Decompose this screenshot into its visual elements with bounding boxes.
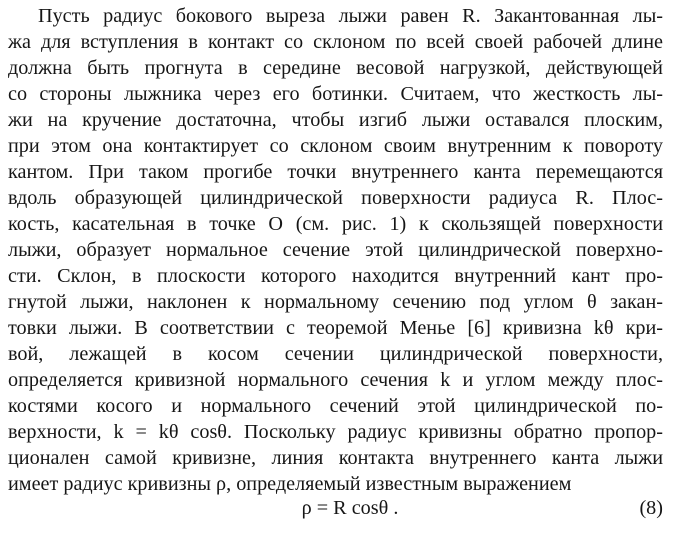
paragraph-line: гнутой лыжи, наклонен к нормальному сечению под углом θ закан- <box>8 291 663 313</box>
paragraph-line: сти. Склон, в плоскости которого находится внутренний кант про- <box>8 265 663 287</box>
paragraph-line: при этом она контактирует со склоном своим внутренним к повороту <box>8 135 663 157</box>
equation-number: (8) <box>639 497 663 519</box>
paragraph-line: ционален самой кривизне, линия контакта внутреннего канта лыжи <box>8 447 663 469</box>
paragraph-line: верхности, k = kθ cosθ. Поскольку радиус кривизны обратно пропор- <box>8 421 663 443</box>
paragraph-line: товки лыжи. В соответствии с теоремой Менье [6] кривизна kθ кри- <box>8 317 663 339</box>
paragraph-line: имеет радиус кривизны ρ, определяемый известным выражением <box>8 473 572 495</box>
paragraph-line: Пусть радиус бокового выреза лыжи равен R. Закантованная лы- <box>38 5 663 27</box>
paragraph-line: жа для вступления в контакт со склоном по всей своей рабочей длине <box>8 31 663 53</box>
equation-formula: ρ = R cosθ . <box>301 497 399 519</box>
paragraph-line: кантом. При таком прогибе точки внутреннего канта перемещаются <box>8 161 663 183</box>
paragraph-line: должна быть прогнута в середине весовой нагрузкой, действующей <box>8 57 663 79</box>
paragraph-line: лыжи, образует нормальное сечение этой цилиндрической поверхно- <box>8 239 663 261</box>
paragraph-line: кость, касательная в точке O (см. рис. 1) к скользящей поверхности <box>8 213 663 235</box>
paragraph-line: вой, лежащей в косом сечении цилиндрической поверхности, <box>8 343 663 365</box>
paragraph-line: определяется кривизной нормального сечения k и углом между плос- <box>8 369 663 391</box>
paragraph-line: жи на кручение достаточна, чтобы изгиб лыжи оставался плоским, <box>8 109 663 131</box>
paragraph-line: костями косого и нормального сечений этой цилиндрической по- <box>8 395 663 417</box>
paragraph-line: со стороны лыжника через его ботинки. Считаем, что жесткость лы- <box>8 83 663 105</box>
paragraph-line: вдоль образующей цилиндрической поверхности радиуса R. Плос- <box>8 187 663 209</box>
